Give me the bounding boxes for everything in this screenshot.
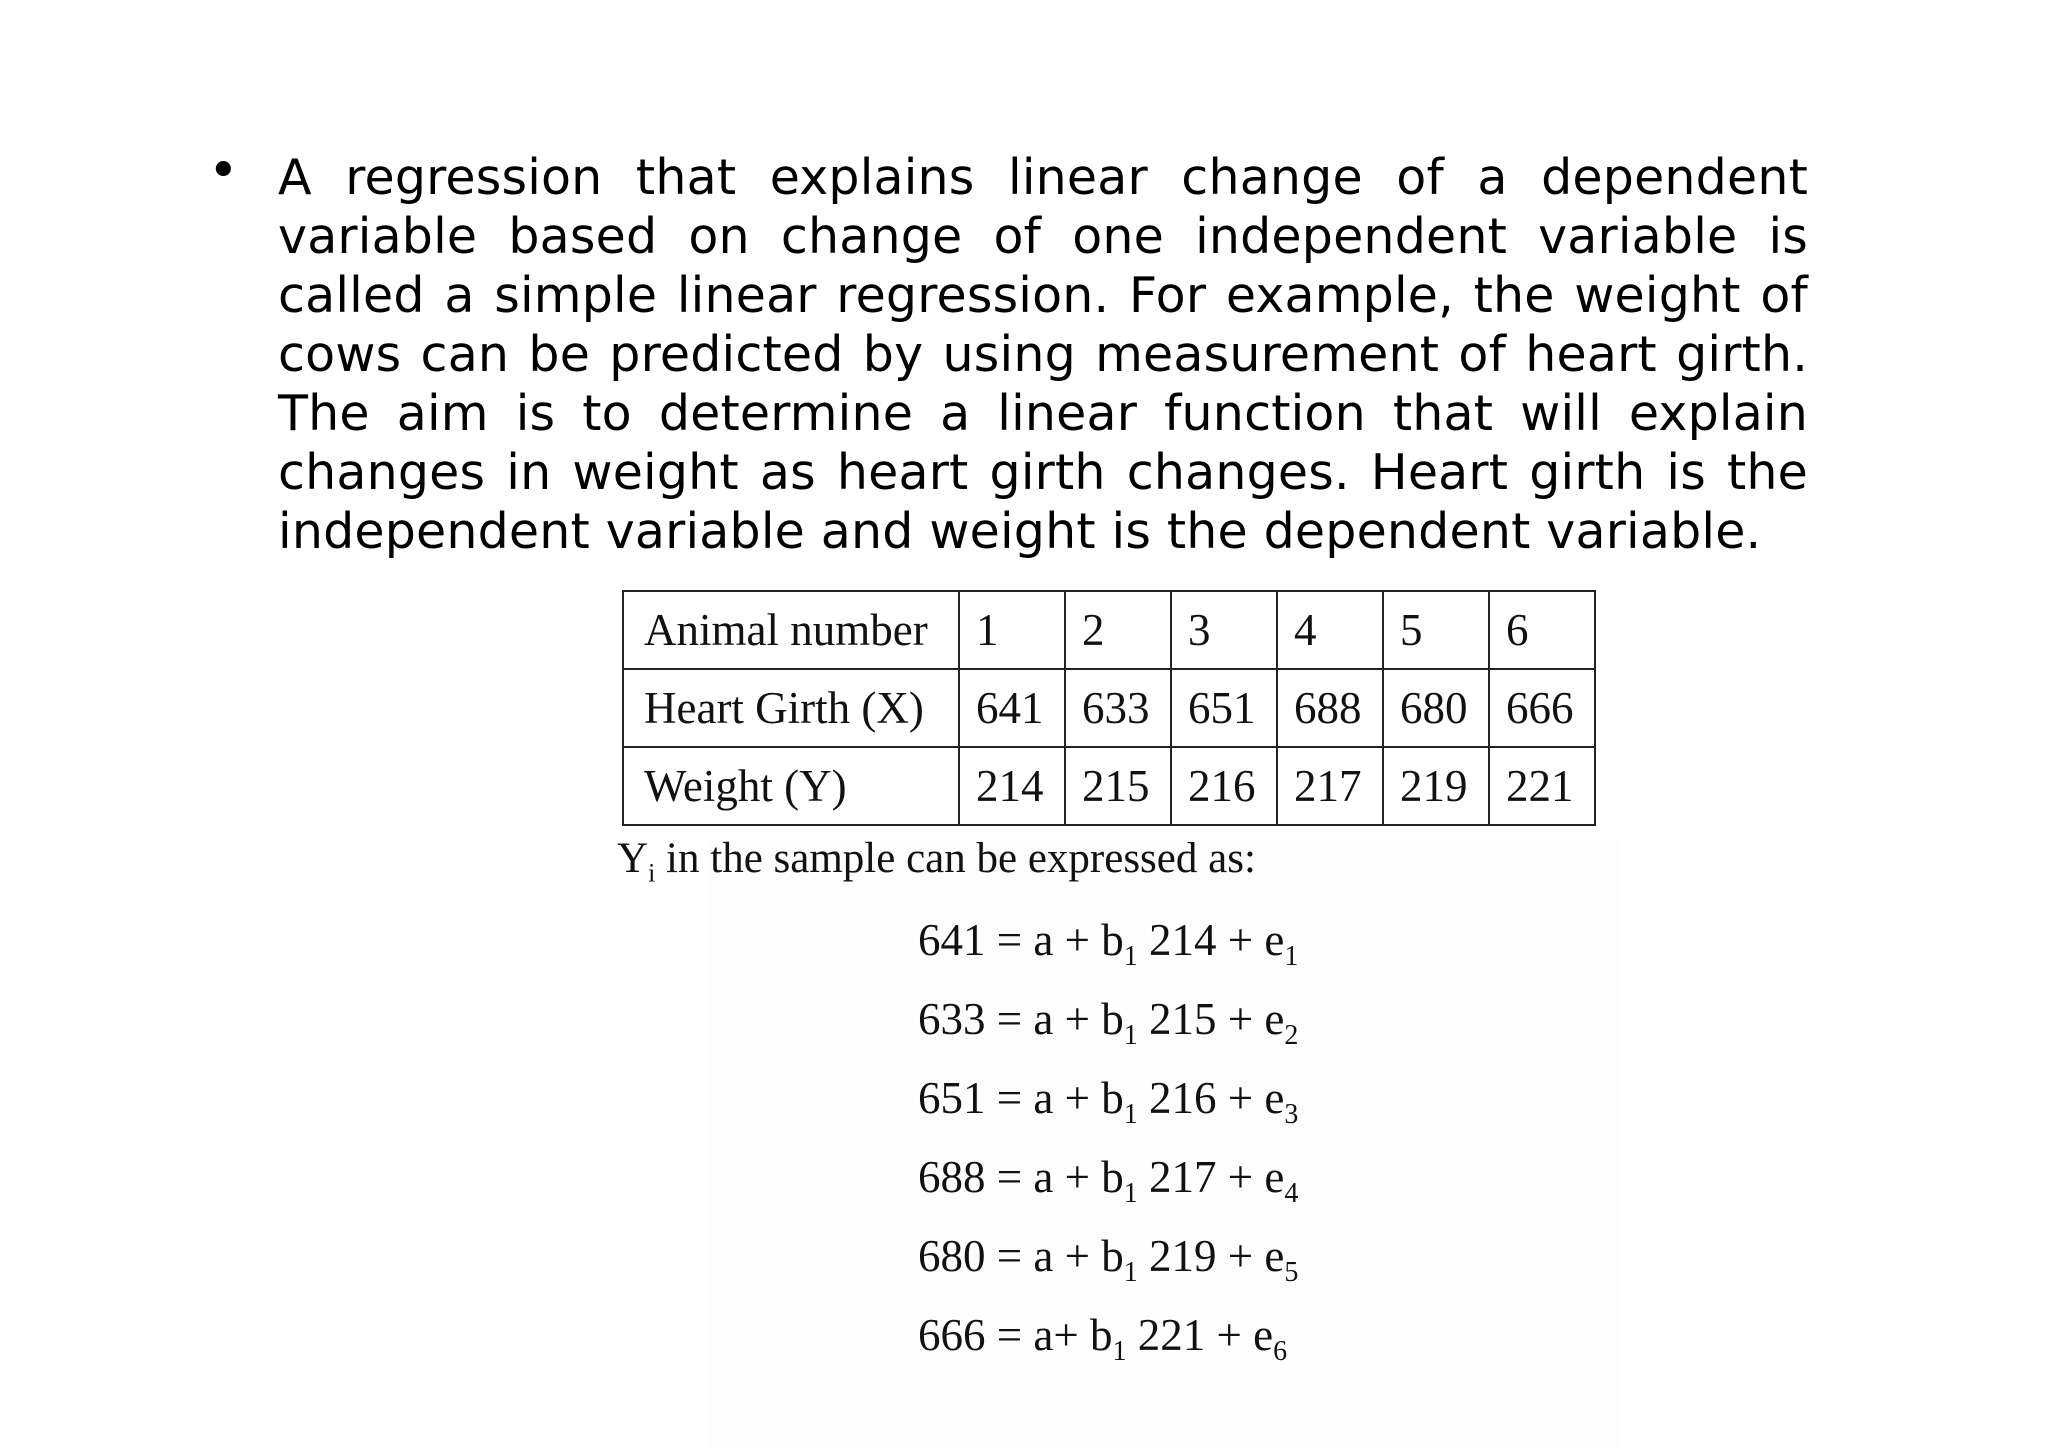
equation-line bbox=[918, 1068, 1298, 1147]
table-cell: 641 bbox=[959, 669, 1065, 747]
coefficient-subscript: 1 bbox=[1123, 941, 1138, 972]
table-cell: 221 bbox=[1489, 747, 1595, 825]
equation-line bbox=[918, 989, 1298, 1068]
equation-x-term: 217 + e bbox=[1137, 1152, 1285, 1202]
table-cell: 5 bbox=[1383, 591, 1489, 669]
equations-caption bbox=[617, 834, 1256, 889]
equation-list bbox=[918, 910, 1298, 1384]
table-row-heart-girth bbox=[623, 669, 1595, 747]
table-cell: 214 bbox=[959, 747, 1065, 825]
coefficient-subscript: 1 bbox=[1123, 1257, 1138, 1288]
table-cell: 219 bbox=[1383, 747, 1489, 825]
equation-intercept-term: = a + b bbox=[985, 1152, 1124, 1202]
table-row-label: Weight (Y) bbox=[623, 747, 959, 825]
error-subscript: 2 bbox=[1284, 1020, 1299, 1051]
equation-intercept-term: = a + b bbox=[985, 994, 1124, 1044]
table-cell: 215 bbox=[1065, 747, 1171, 825]
error-subscript: 4 bbox=[1284, 1178, 1299, 1209]
table-row-label: Animal number bbox=[623, 591, 959, 669]
table-row-weight bbox=[623, 747, 1595, 825]
table-cell: 217 bbox=[1277, 747, 1383, 825]
equation-intercept-term: = a+ b bbox=[985, 1310, 1113, 1360]
table-cell: 216 bbox=[1171, 747, 1277, 825]
error-subscript: 6 bbox=[1273, 1336, 1288, 1367]
equation-intercept-term: = a + b bbox=[985, 1231, 1124, 1281]
table-row-label: Heart Girth (X) bbox=[623, 669, 959, 747]
table-row-animal-number bbox=[623, 591, 1595, 669]
coefficient-subscript: 1 bbox=[1123, 1099, 1138, 1130]
equation-lhs: 651 bbox=[918, 1073, 986, 1123]
equation-lhs: 666 bbox=[918, 1310, 986, 1360]
table-cell: 688 bbox=[1277, 669, 1383, 747]
equation-line bbox=[918, 910, 1298, 989]
equation-line bbox=[918, 1226, 1298, 1305]
table-cell: 4 bbox=[1277, 591, 1383, 669]
equation-lhs: 680 bbox=[918, 1231, 986, 1281]
equation-line bbox=[918, 1147, 1298, 1226]
table-cell: 6 bbox=[1489, 591, 1595, 669]
equation-intercept-term: = a + b bbox=[985, 1073, 1124, 1123]
equation-intercept-term: = a + b bbox=[985, 915, 1124, 965]
coefficient-subscript: 1 bbox=[1123, 1020, 1138, 1051]
table-cell: 1 bbox=[959, 591, 1065, 669]
equation-x-term: 219 + e bbox=[1137, 1231, 1285, 1281]
table-cell: 666 bbox=[1489, 669, 1595, 747]
table-cell: 651 bbox=[1171, 669, 1277, 747]
intro-paragraph: A regression that explains linear change of a dependent variable based on change of one independent variable is called a simple linear regression. For example, the weight of cows can be predicted by using measurement of heart girth. The aim is to determine a linear function that will explain changes in weight as heart girth changes. Heart girth is the independent variable and weight is the dependent variable. bbox=[278, 149, 1808, 560]
equation-x-term: 214 + e bbox=[1137, 915, 1285, 965]
table-cell: 2 bbox=[1065, 591, 1171, 669]
equation-lhs: 641 bbox=[918, 915, 986, 965]
coefficient-subscript: 1 bbox=[1123, 1178, 1138, 1209]
caption-variable: Y bbox=[617, 835, 649, 882]
caption-text: in the sample can be expressed as: bbox=[655, 835, 1256, 882]
equation-x-term: 215 + e bbox=[1137, 994, 1285, 1044]
equation-line bbox=[918, 1305, 1298, 1384]
caption-variable-subscript: i bbox=[648, 858, 656, 888]
equation-lhs: 633 bbox=[918, 994, 986, 1044]
error-subscript: 3 bbox=[1284, 1099, 1299, 1130]
table-cell: 680 bbox=[1383, 669, 1489, 747]
error-subscript: 5 bbox=[1284, 1257, 1299, 1288]
data-table bbox=[622, 590, 1596, 826]
bullet-point-marker: • bbox=[208, 141, 239, 201]
coefficient-subscript: 1 bbox=[1112, 1336, 1127, 1367]
equation-x-term: 216 + e bbox=[1137, 1073, 1285, 1123]
table-cell: 3 bbox=[1171, 591, 1277, 669]
error-subscript: 1 bbox=[1284, 941, 1299, 972]
table-cell: 633 bbox=[1065, 669, 1171, 747]
equation-lhs: 688 bbox=[918, 1152, 986, 1202]
equation-x-term: 221 + e bbox=[1126, 1310, 1274, 1360]
